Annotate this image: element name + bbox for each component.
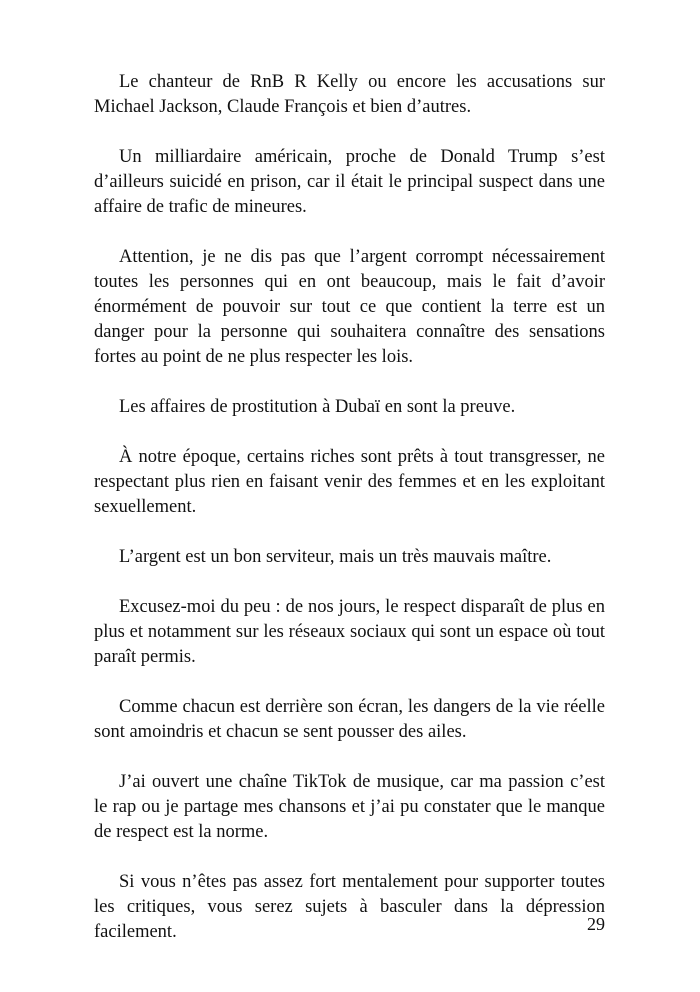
paragraph: Attention, je ne dis pas que l’argent corrompt nécessairement toutes les personnes qui en ont beaucoup, mais le fait d’avoir énormément de pouvoir sur tout ce que contient la terre est un danger pour la personne qui souhaitera connaître des sensations fortes au point de ne plus respecter les lois.	[94, 247, 605, 367]
paragraph: Excusez-moi du peu : de nos jours, le respect disparaît de plus en plus et notamment sur les réseaux sociaux qui sont un espace où tout paraît permis.	[94, 597, 605, 667]
paragraph: L’argent est un bon serviteur, mais un très mauvais maître.	[119, 547, 552, 567]
paragraph: Comme chacun est derrière son écran, les dangers de la vie réelle sont amoindris et chacun se sent pousser des ailes.	[94, 697, 605, 742]
page-number: 29	[587, 914, 605, 934]
paragraph: À notre époque, certains riches sont prêts à tout transgresser, ne respectant plus rien en faisant venir des femmes et en les exploitant sexuellement.	[94, 447, 605, 517]
paragraph: Le chanteur de RnB R Kelly ou encore les accusations sur Michael Jackson, Claude François et bien d’autres.	[94, 72, 605, 117]
paragraph: Les affaires de prostitution à Dubaï en sont la preuve.	[119, 397, 516, 417]
paragraph: Un milliardaire américain, proche de Donald Trump s’est d’ailleurs suicidé en prison, car il était le principal suspect dans une affaire de trafic de mineures.	[94, 147, 605, 217]
paragraph: Si vous n’êtes pas assez fort mentalement pour supporter toutes les critiques, vous serez sujets à basculer dans la dépression facilement.	[94, 872, 605, 942]
page-body	[94, 70, 605, 970]
paragraph: J’ai ouvert une chaîne TikTok de musique, car ma passion c’est le rap ou je partage mes chansons et j’ai pu constater que le manque de respect est la norme.	[94, 772, 605, 842]
